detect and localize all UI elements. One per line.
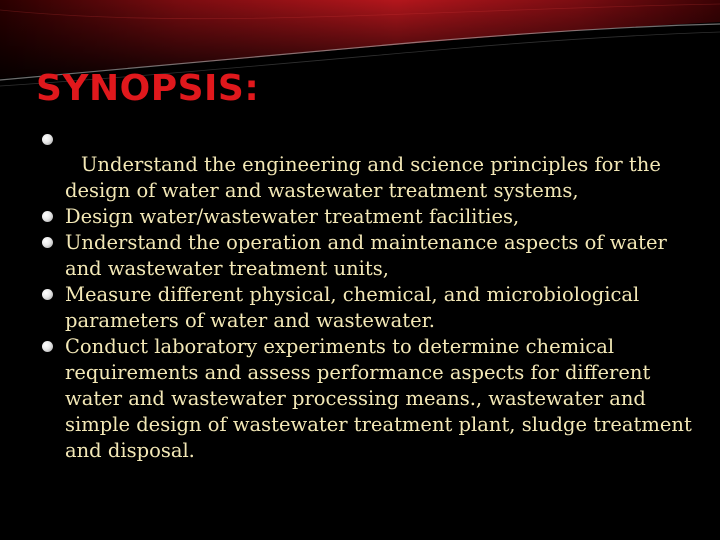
bullet-text: Design water/wastewater treatment facilities, [65, 205, 520, 228]
bullet-list [40, 126, 700, 464]
bullet-dot-icon [42, 341, 53, 352]
bullet-dot-icon [42, 237, 53, 248]
bullet-item [40, 204, 700, 230]
bullet-item [40, 334, 700, 464]
slide-title: SYNOPSIS: [36, 68, 260, 109]
bullet-text: Understand the engineering and science principles for the design of water and wastewater treatment systems, [65, 153, 661, 202]
bullet-dot-icon [42, 211, 53, 222]
bullet-item-continuation [40, 152, 700, 204]
bullet-dot-icon [42, 289, 53, 300]
bullet-text: Conduct laboratory experiments to determine chemical requirements and assess performance aspects for different water and wastewater processing means., wastewater and simple design of wastewater treatment plant, sludge treatment and disposal. [65, 335, 692, 462]
bullet-text: Measure different physical, chemical, and microbiological parameters of water and wastewater. [65, 283, 640, 332]
bullet-text: Understand the operation and maintenance aspects of water and wastewater treatment units, [65, 231, 667, 280]
bullet-item-empty [40, 126, 700, 152]
bullet-item [40, 230, 700, 282]
bullet-dot-icon [42, 134, 53, 145]
bullet-item [40, 282, 700, 334]
